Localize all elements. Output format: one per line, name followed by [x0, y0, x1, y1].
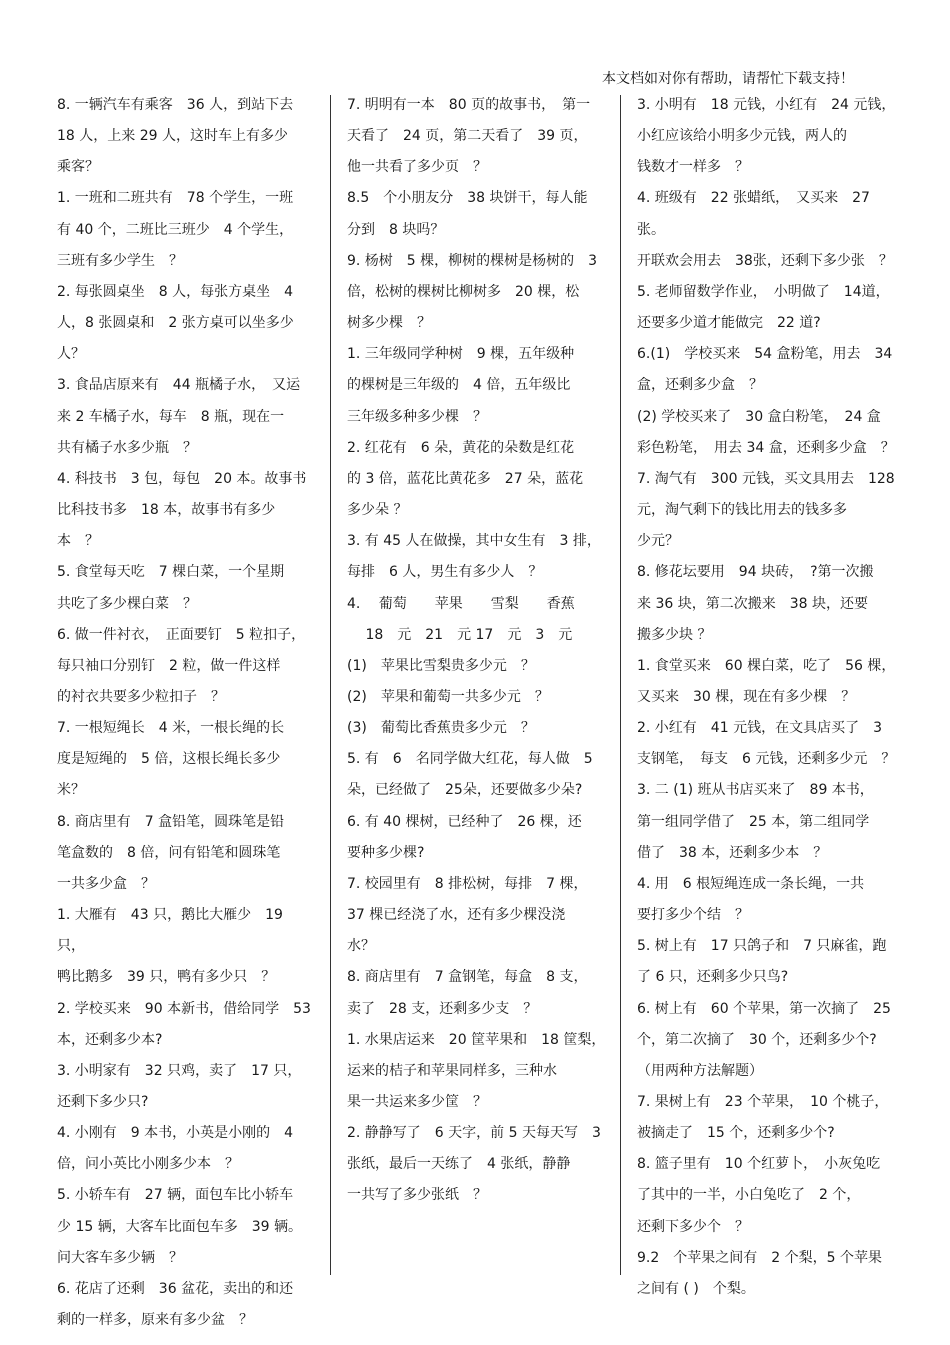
text-line: 盒，还剩多少盒 ？ — [637, 377, 763, 394]
text-line: 还要多少道才能做完 22 道? — [637, 315, 821, 332]
text-line: 2. 小红有 41 元钱，在文具店买了 3 — [637, 720, 882, 737]
text-line: 多少朵 ？ — [347, 502, 408, 519]
text-line: 他一共看了多少页 ？ — [347, 159, 487, 176]
text-line: 8. 商店里有 7 盒铅笔，圆珠笔是铅 — [57, 813, 285, 830]
text-line: 比科技书多 18 本，故事书有多少本 ？ — [57, 502, 276, 550]
text-line: 少 15 辆，大客车比面包车多 39 辆。 — [57, 1218, 302, 1235]
text-line: 支钢笔， 每支 6 元钱，还剩多少元 ？ — [637, 751, 896, 768]
text-line: 5. 树上有 17 只鸽子和 7 只麻雀，跑 — [637, 938, 887, 955]
text-line: （用两种方法解题） — [637, 1062, 763, 1079]
column-left — [57, 90, 315, 1336]
text-line: 水？ — [347, 938, 375, 955]
text-line: 还剩下多少只? — [57, 1094, 149, 1110]
text-line: 本，还剩多少本? — [57, 1031, 163, 1048]
text-line: 的棵树是三年级的 4 倍，五年级比 — [347, 377, 571, 394]
text-line: 少元？ — [637, 533, 679, 550]
column-divider — [330, 95, 331, 1275]
text-line: 3. 有 45 人在做操，其中女生有 3 排， — [347, 533, 601, 550]
text-line: 人？ — [57, 346, 85, 363]
text-line: 4. 葡萄 苹果 雪梨 香蕉 — [347, 595, 575, 612]
text-line: 8. 一辆汽车有乘客 36 人，到站下去 — [57, 97, 294, 113]
text-line: 倍，问小英比小刚多少本 ？ — [57, 1156, 239, 1173]
text-line: 倍，松树的棵树比柳树多 20 棵，松 — [347, 283, 580, 300]
text-line: 18 人，上来 29 人，这时车上有多少 — [57, 128, 288, 145]
text-line: 6. 做一件衬衣， 正面要钉 5 粒扣子， — [57, 626, 306, 643]
text-line: 3. 小明家有 32 只鸡，卖了 17 只， — [57, 1062, 302, 1079]
text-line: 钱数才一样多 ？ — [637, 159, 749, 176]
text-line: 鸭比鹅多 39 只，鸭有多少只 ？ — [57, 969, 276, 986]
text-line: 8. 商店里有 7 盒钢笔，每盒 8 支， — [347, 969, 588, 986]
text-line: 还剩下多少个 ？ — [637, 1218, 749, 1235]
text-line: 又买来 30 棵，现在有多少棵 ？ — [637, 688, 856, 705]
text-line: 有 40 个，二班比三班少 4 个学生， — [57, 221, 294, 238]
text-line: 共吃了多少棵白菜 ？ — [57, 595, 197, 612]
text-line: 要打多少个结 ？ — [637, 907, 749, 924]
text-line: 之间有 ( ) 个梨。 — [637, 1280, 755, 1297]
text-line: 8.5 个小朋友分 38 块饼干，每人能 — [347, 190, 588, 207]
text-line: 4. 科技书 3 包，每包 20 本。故事书 — [57, 470, 307, 487]
column-right — [637, 90, 899, 1305]
text-line: 每排 6 人，男生有多少人 ？ — [347, 564, 543, 581]
text-line: 个，第二次摘了 30 个，还剩多少个? — [637, 1031, 877, 1048]
text-line: 乘客？ — [57, 159, 99, 176]
text-line: 8. 修花坛要用 94 块砖， ?第一次搬 — [637, 564, 874, 581]
text-line: 搬多少块 ？ — [637, 626, 712, 643]
text-line: (2) 学校买来了 30 盒白粉笔， 24 盒 — [637, 408, 881, 425]
text-line: 张纸，最后一天练了 4 张纸，静静 — [347, 1156, 571, 1173]
text-line: 8. 篮子里有 10 个红萝卜， 小灰兔吃 — [637, 1156, 881, 1173]
text-line: 度是短绳的 5 倍，这根长绳长多少 — [57, 751, 281, 768]
text-line: 4. 小刚有 9 本书，小英是小刚的 4 — [57, 1125, 294, 1142]
text-line: 6. 花店了还剩 36 盆花，卖出的和还 — [57, 1280, 294, 1297]
text-line: 天看了 24 页，第二天看了 39 页， — [347, 128, 588, 145]
text-line: 剩的一样多，原来有多少盆 ？ — [57, 1312, 253, 1329]
text-line: 3. 小明有 18 元钱，小红有 24 元钱， — [637, 97, 896, 113]
text-line: 9.2 个苹果之间有 2 个梨，5 个苹果 — [637, 1249, 882, 1266]
text-line: 彩色粉笔， 用去 34 盒，还剩多少盒 ？ — [637, 439, 895, 456]
text-line: 开联欢会用去 38张，还剩下多少张 ？ — [637, 252, 893, 269]
column-middle — [347, 90, 609, 1212]
text-line: 3. 食品店原来有 44 瓶橘子水， 又运 — [57, 377, 301, 394]
text-line: 树多少棵 ？ — [347, 315, 431, 332]
text-line: (2) 苹果和葡萄一共多少元 ？ — [347, 688, 549, 705]
text-line: 3. 二 (1) 班从书店买来了 89 本书， — [637, 782, 874, 799]
text-line: 2. 每张圆桌坐 8 人，每张方桌坐 4 — [57, 283, 294, 300]
text-line: 了其中的一半，小白兔吃了 2 个， — [637, 1187, 861, 1204]
text-line: 一共多少盒 ？ — [57, 875, 155, 892]
text-line: 2. 红花有 6 朵，黄花的朵数是红花 — [347, 439, 575, 456]
text-line: 人，8 张圆桌和 2 张方桌可以坐多少 — [57, 315, 294, 332]
text-line: 元，淘气剩下的钱比用去的钱多多 — [637, 502, 847, 519]
text-line: 5. 小轿车有 27 辆，面包车比小轿车 — [57, 1187, 294, 1204]
text-line: 7. 明明有一本 80 页的故事书， 第一 — [347, 97, 591, 113]
text-line: 7. 校园里有 8 排松树，每排 7 棵， — [347, 875, 588, 892]
text-line: 7. 果树上有 23 个苹果， 10 个桃子， — [637, 1094, 889, 1110]
text-line: 37 棵已经浇了水，还有多少棵没浇 — [347, 907, 566, 924]
text-line: 4. 用 6 根短绳连成一条长绳，一共 — [637, 875, 865, 892]
text-line: 6. 有 40 棵树，已经种了 26 棵，还 — [347, 813, 582, 830]
text-line: 共有橘子水多少瓶 ？ — [57, 439, 197, 456]
text-line: 2. 学校买来 90 本新书，借给同学 53 — [57, 1000, 311, 1017]
text-line: 的衬衣共要多少粒扣子 ？ — [57, 688, 225, 705]
text-line: 18 元 21 元 17 元 3 元 — [347, 626, 573, 643]
text-line: 朵，已经做了 25朵，还要做多少朵? — [347, 782, 583, 799]
text-line: 来 36 块，第二次搬来 38 块，还要 — [637, 595, 868, 612]
text-line: 三年级多种多少棵 ？ — [347, 408, 487, 425]
text-line: 5. 有 6 名同学做大红花，每人做 5 — [347, 751, 593, 768]
text-line: 7. 淘气有 300 元钱，买文具用去 128 — [637, 470, 895, 487]
text-line: (1) 苹果比雪梨贵多少元 ？ — [347, 657, 535, 674]
text-line: 4. 班级有 22 张蜡纸， 又买来 27 张。 — [637, 190, 875, 238]
text-line: 5. 食堂每天吃 7 棵白菜，一个星期 — [57, 564, 285, 581]
text-line: 9. 杨树 5 棵，柳树的棵树是杨树的 3 — [347, 252, 598, 269]
text-line: 了 6 只，还剩多少只鸟? — [637, 969, 789, 986]
text-line: 5. 老师留数学作业， 小明做了 14道， — [637, 283, 890, 300]
text-line: 第一组同学借了 25 本，第二组同学 — [637, 813, 870, 830]
text-line: 7. 一根短绳长 4 米，一根长绳的长 — [57, 720, 285, 737]
text-line: 1. 三年级同学种树 9 棵，五年级种 — [347, 346, 575, 363]
text-line: (3) 葡萄比香蕉贵多少元 ？ — [347, 720, 535, 737]
text-line: 的 3 倍，蓝花比黄花多 27 朵，蓝花 — [347, 470, 584, 487]
text-line: 三班有多少学生 ？ — [57, 252, 183, 269]
text-line: 小红应该给小明多少元钱，两人的 — [637, 128, 847, 145]
text-line: 1. 食堂买来 60 棵白菜，吃了 56 棵， — [637, 657, 896, 674]
text-line: 6. 树上有 60 个苹果，第一次摘了 25 — [637, 1000, 891, 1017]
text-line: 一共写了多少张纸 ？ — [347, 1187, 487, 1204]
text-line: 6.(1) 学校买来 54 盒粉笔，用去 34 — [637, 346, 893, 363]
text-line: 分到 8 块吗？ — [347, 221, 445, 238]
text-line: 1. 大雁有 43 只，鹅比大雁少 19 只， — [57, 907, 288, 955]
text-line: 1. 水果店运来 20 筐苹果和 18 筐梨， — [347, 1031, 606, 1048]
text-line: 1. 一班和二班共有 78 个学生，一班 — [57, 190, 294, 207]
text-line: 米？ — [57, 782, 85, 799]
text-line: 问大客车多少辆 ？ — [57, 1249, 183, 1266]
header-note: 本文档如对你有帮助，请帮忙下载支持！ — [602, 71, 854, 87]
text-line: 要种多少棵? — [347, 844, 425, 861]
text-line: 2. 静静写了 6 天字，前 5 天每天写 3 — [347, 1125, 601, 1142]
text-line: 笔盒数的 8 倍，问有铅笔和圆珠笔 — [57, 844, 281, 861]
text-line: 借了 38 本，还剩多少本 ？ — [637, 844, 828, 861]
text-line: 运来的桔子和苹果同样多，三种水 — [347, 1062, 557, 1079]
text-line: 卖了 28 支，还剩多少支 ？ — [347, 1000, 538, 1017]
column-divider — [620, 95, 621, 1275]
text-line: 每只袖口分别钉 2 粒，做一件这样 — [57, 657, 281, 674]
text-line: 来 2 车橘子水，每车 8 瓶，现在一 — [57, 408, 285, 425]
text-line: 果一共运来多少筐 ？ — [347, 1094, 487, 1110]
text-line: 被摘走了 15 个，还剩多少个? — [637, 1125, 835, 1142]
